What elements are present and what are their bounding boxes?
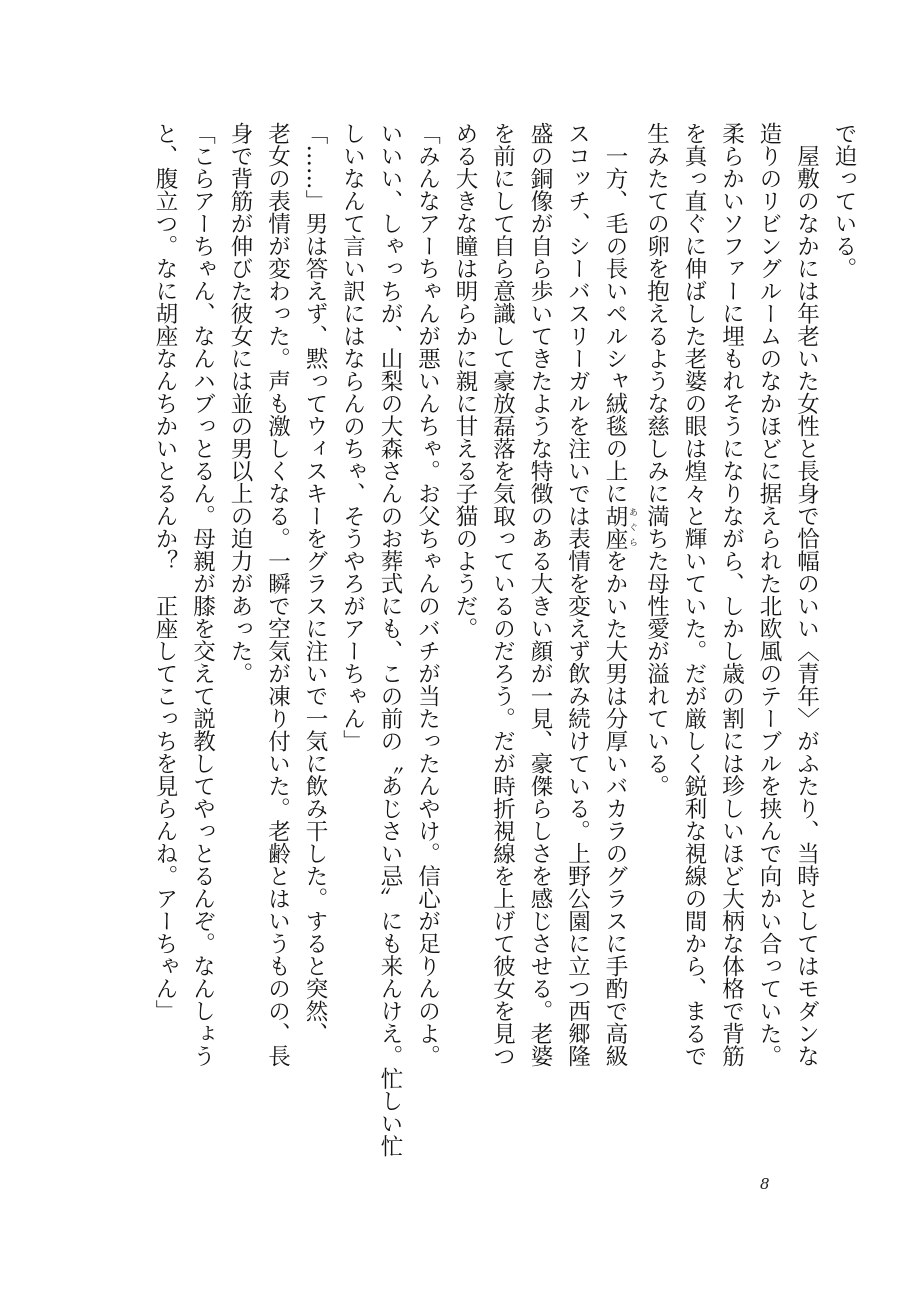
vertical-text-body (146, 122, 863, 1157)
text-line: で迫っている。 (831, 122, 857, 280)
ruby-base-text: 胡座 (602, 504, 628, 550)
page-number: 8 (760, 1175, 770, 1193)
ruby-reading: あぐら (627, 504, 637, 550)
text-line: 屋敷のなかには年老いた女性と長身で恰幅のいい〈青年〉がふたり、当時としてはモダンな (793, 122, 820, 1067)
text-line: 盛の銅像が自ら歩いてきたような特徴のある大きい顔が一見、豪傑らしさを感じさせる。老婆 (527, 122, 553, 1067)
text-line: を前にして自ら意識して豪放磊落を気取っているのだろう。だが時折視線を上げて彼女を見つ (489, 122, 516, 1067)
text-line: 「……」男は答えず、黙ってウィスキーをグラスに注いで一気に飲み干した。すると突然、 (302, 122, 328, 1045)
text-line: 「こらアーちゃん、なんハブっとるん。母親が膝を交えて説教してやっとるんぞ。なんしょう (189, 122, 216, 1067)
text-line: 「みんなアーちゃんが悪いんちゃ。お父ちゃんのバチが当たったんやけ。信心が足りんのよ。 (414, 122, 441, 1067)
text-line: しいなんて言い訳にはならんのちゃ、そうやろがアーちゃん」 (339, 122, 366, 752)
text-line: と、腹立つ。なに胡座なんちかいとるんか？ 正座してこっちを見らんね。アーちゃん」 (152, 122, 178, 1022)
text-line: を真っ直ぐに伸ばした老婆の眼は煌々と輝いていた。だが厳しく鋭利な視線の間から、まるで (681, 122, 707, 1067)
text-line: 身で背筋が伸びた彼女には並の男以上の迫力があった。 (227, 122, 253, 685)
text-line: める大きな瞳は明らかに親に甘える子猫のようだ。 (452, 122, 478, 640)
text-line: 柔らかいソファーに埋もれそうになりながら、しかし歳の割には珍しいほど大柄な体格で背筋 (718, 122, 745, 1067)
text-line-with-ruby (596, 122, 638, 1132)
text-line: 老女の表情が変わった。声も激しくなる。一瞬で空気が凍り付いた。老齢とはいうものの、長 (264, 122, 291, 1067)
text-segment: をかいた大男は分厚いバカラのグラスに手酌で高級 (602, 549, 628, 1067)
text-segment: 一方、毛の長いペルシャ絨毯の上に (602, 122, 628, 505)
text-line: いいい、しゃっちが、山梨の大森さんのお葬式にも、この前の〝あじさい忌〟にも来んけえ。忙しい忙 (377, 122, 403, 1157)
text-line: 造りのリビングルームのなかほどに据えられた北欧風のテーブルを挟んで向かい合っていた。 (756, 122, 782, 1067)
ruby-word (602, 504, 637, 550)
text-line: スコッチ、シーバスリーガルを注いでは表情を変えず飲み続けている。上野公園に立つ西郷隆 (564, 122, 591, 1067)
text-line: 生みたての卵を抱えるような慈しみに満ちた母性愛が溢れている。 (643, 122, 670, 797)
